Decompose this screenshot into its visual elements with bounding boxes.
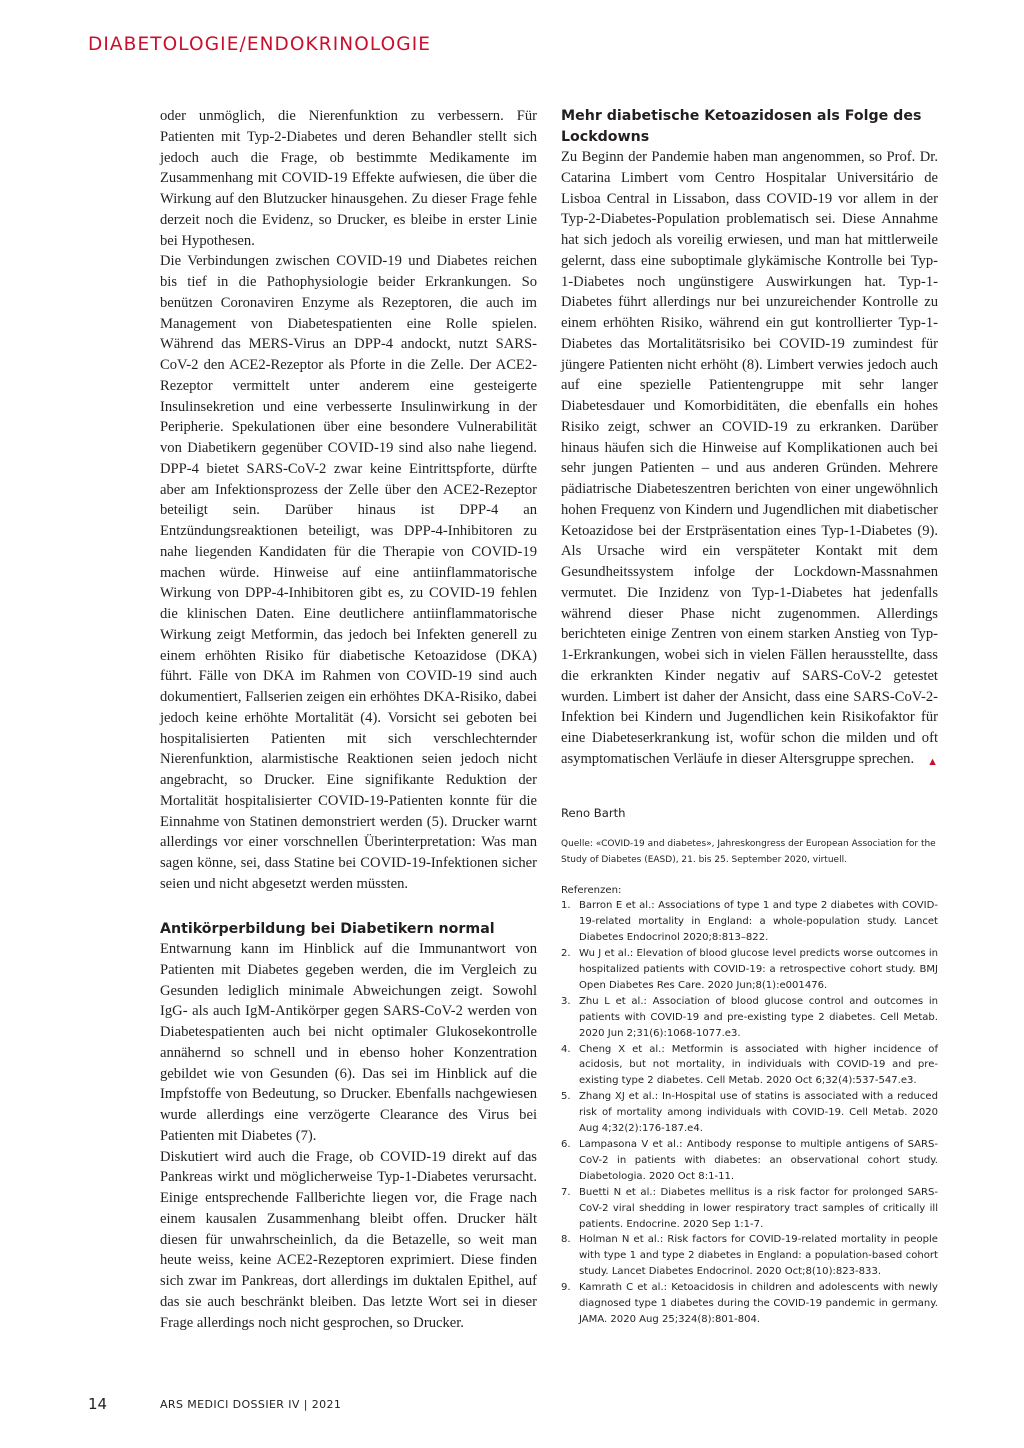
reference-item — [561, 1089, 938, 1137]
reference-item — [561, 1280, 938, 1328]
references-list — [561, 898, 938, 1327]
reference-item — [561, 898, 938, 946]
reference-text: Buetti N et al.: Diabetes mellitus is a risk factor for prolonged SARS-CoV-2 viral shedding in lower respiratory tract samples of critically ill patients. Endocrine. 2020 Sep 1:1-7. — [579, 1186, 938, 1230]
reference-text: Holman N et al.: Risk factors for COVID-19-related mortality in people with type 1 and type 2 diabetes in England: a population-based cohort study. Lancet Diabetes Endocrinol. 2020 Oct;8(10):823-833. — [579, 1234, 938, 1278]
right-column — [561, 106, 938, 1328]
reference-item — [561, 1042, 938, 1090]
author-name: Reno Barth — [561, 805, 626, 820]
section-header: DIABETOLOGIE/ENDOKRINOLOGIE — [88, 34, 432, 55]
reference-number: 7. — [561, 1186, 571, 1198]
reference-text: Kamrath C et al.: Ketoacidosis in children and adolescents with newly diagnosed type 1 diabetes during the COVID-19 pandemic in germany. JAMA. 2020 Aug 25;324(8):801-804. — [579, 1282, 938, 1325]
reference-number: 3. — [561, 995, 571, 1007]
reference-number: 1. — [561, 900, 571, 912]
reference-text: Lampasona V et al.: Antibody response to multiple antigens of SARS-CoV-2 in patients with diabetes: an observational cohort study. Diabetologia. 2020 Oct 8:1-11. — [579, 1139, 938, 1182]
paragraph-5 — [561, 147, 938, 770]
paragraph-2: Die Verbindungen zwischen COVID-19 und Diabetes reichen bis tief in die Pathophysiologie beider Erkrankungen. So benützen Coronaviren Enzyme als Rezeptoren, die auch im Management von Diabetespatienten eine Rolle spielen. Während das MERS-Virus an DPP-4 andockt, nutzt SARS-CoV-2 den ACE2-Rezeptor als Pforte in die Zelle. Der ACE2-Rezeptor vermittelt unter anderem eine gesteigerte Insulinsekretion und eine verbesserte Insulinwirkung in der Peripherie. Spekulationen über eine besondere Vulnerabilität von Diabetikern gegenüber COVID-19 sind also nahe liegend. DPP-4 bietet SARS-CoV-2 zwar keine Eintrittspforte, dürfte aber am Infektionsprozess der Zelle über den ACE2-Rezeptor beteiligt sein. Darüber hinaus ist DPP-4 an Entzündungsreaktionen beteiligt, was DPP-4-Inhibitoren zu nahe liegenden Kandidaten für die Therapie von COVID-19 machen würde. Hinweise auf eine antiinflammatorische Wirkung von DPP-4-Inhibitoren gibt es, zu COVID-19 fehlen die klinischen Daten. Eine deutlichere antiinflammatorische Wirkung zeigt Metformin, das jedoch bei Infekten generell zu einem erhöhten Risiko für diabetische Ketoazidose (DKA) führt. Fälle von DKA im Rahmen von COVID-19 sind auch dokumentiert, Fallserien zeigen ein erhöhtes DKA-Risiko, dabei jedoch keine erhöhte Mortalität (4). Vorsicht sei geboten bei hospitalisierten Patienten mit sich verschlechternder Nierenfunktion, alarmistische Reaktionen seien jedoch nicht angebracht, so Drucker. Eine signifikante Reduktion der Mortalität hospitalisierter COVID-19-Patienten konnte für die Einnahme von Statinen demonstriert werden (5). Drucker warnt allerdings vor einer vorschnellen Überinterpretation: Was man sagen könne, sei, dass Statine bei COVID-19-Infektionen sicher seien und nicht abgesetzt werden müssten. — [160, 253, 537, 892]
reference-text: Wu J et al.: Elevation of blood glucose level predicts worse outcomes in hospitalized patients with COVID-19: a retrospective cohort study. BMJ Open Diabetes Res Care. 2020 Jun;8(1):e001476. — [579, 948, 938, 991]
references-title: Referenzen: — [561, 884, 622, 896]
left-column — [160, 106, 537, 1333]
reference-number: 9. — [561, 1282, 571, 1294]
reference-text: Cheng X et al.: Metformin is associated with higher incidence of acidosis, but not mortality, in individuals with COVID-19 and pre-existing type 2 diabetes. Cell Metab. 2020 Oct 6;32(4):537-547.e3. — [579, 1043, 938, 1087]
paragraph-1: oder unmöglich, die Nierenfunktion zu verbessern. Für Patienten mit Typ-2-Diabetes und deren Behandler stellt sich jedoch auch die Frage, ob bestimmte Medikamente im Zusammenhang mit COVID-19 Effekte aufwiesen, die über die Wirkung auf den Blutzucker hinausgehen. Zu dieser Frage fehle derzeit noch die Evidenz, so Drucker, es bleibe in erster Linie bei Hypothesen. — [160, 108, 537, 249]
reference-number: 2. — [561, 948, 571, 960]
end-of-article-triangle-icon: ▲ — [927, 755, 938, 768]
page-number: 14 — [88, 1395, 108, 1413]
reference-item — [561, 1137, 938, 1185]
reference-text: Zhang XJ et al.: In-Hospital use of statins is associated with a reduced risk of mortality among individuals with COVID-19. Cell Metab. 2020 Aug 4;32(2):176-187.e4. — [579, 1091, 938, 1135]
reference-item — [561, 946, 938, 994]
subheading-ketoacidosis: Mehr diabetische Ketoazidosen als Folge des Lockdowns — [561, 108, 922, 145]
reference-item — [561, 1185, 938, 1233]
reference-text: Barron E et al.: Associations of type 1 and type 2 diabetes with COVID-19-related mortality in England: a whole-population study. Lancet Diabetes Endocrinol 2020;8:813–822. — [579, 900, 938, 944]
reference-text: Zhu L et al.: Association of blood glucose control and outcomes in patients with COVID-19 and pre-existing type 2 diabetes. Cell Metab. 2020 Jun 2;31(6):1068-1077.e3. — [579, 995, 938, 1039]
reference-number: 8. — [561, 1234, 571, 1246]
paragraph-4: Diskutiert wird auch die Frage, ob COVID-19 direkt auf das Pankreas wirkt und möglicherweise Typ-1-Diabetes verursacht. Einige entsprechende Fallberichte liegen vor, die Frage nach einem kausalen Zusammenhang bleibt offen. Drucker hält diesen für unwahrscheinlich, da die Betazelle, so weit man heute weiss, keine ACE2-Rezeptoren exprimiert. Diese finden sich zwar im Pankreas, dort allerdings im duktalen Epithel, auf das sie auch beschränkt bleiben. Das letzte Wort sei in dieser Frage allerdings noch nicht gesprochen, so Drucker. — [160, 1148, 537, 1331]
reference-item — [561, 1232, 938, 1280]
paragraph-3: Entwarnung kann im Hinblick auf die Immunantwort von Patienten mit Diabetes gegeben werden, die im Vergleich zu Gesunden lediglich minimale Abweichungen zeigt. Sowohl IgG- als auch IgM-Antikörper gegen SARS-CoV-2 werden von Diabetespatienten auch bei nicht optimaler Glukosekontrolle annähernd so schnell und in ebenso hoher Konzentration gebildet wie von Gesunden (6). Das sei im Hinblick auf die Impfstoffe von Bedeutung, so Drucker. Ebenfalls nachgewiesen wurde allerdings eine verzögerte Clearance des Virus bei Patienten mit Diabetes (7). — [160, 941, 537, 1144]
publication-footer: ARS MEDICI DOSSIER IV | 2021 — [160, 1398, 342, 1411]
reference-number: 4. — [561, 1043, 571, 1055]
reference-item — [561, 994, 938, 1042]
subheading-antibodies: Antikörperbildung bei Diabetikern normal — [160, 920, 495, 937]
source-note: Quelle: «COVID-19 and diabetes», Jahreskongress der European Association for the Study of Diabetes (EASD), 21. bis 25. September 2020, virtuell. — [561, 838, 936, 865]
reference-number: 5. — [561, 1091, 571, 1103]
reference-number: 6. — [561, 1139, 571, 1150]
paragraph-5-text: Zu Beginn der Pandemie haben man angenommen, so Prof. Dr. Catarina Limbert vom Centro Hospitalar Universitário de Lisboa Central in Lissabon, dass COVID-19 vor allem in der Typ-2-Diabetes-Population problematisch sei. Diese Annahme hat sich jedoch als voreilig erwiesen, und man hat mittlerweile gelernt, dass eine suboptimale glykämische Kontrolle bei Typ-1-Diabetes noch ungünstigere Auswirkungen hat. Typ-1-Diabetes führt allerdings nur bei unzureichender Kontrolle zu einem erhöhten Risiko, während ein gut kontrollierter Typ-1-Diabetes das Mortalitätsrisiko bei COVID-19 zumindest für jüngere Patienten nicht erhöht (8). Limbert verwies jedoch auch auf eine spezielle Patientengruppe mit sehr langer Diabetesdauer und Komorbiditäten, die ebenfalls ein hohes Risiko zeigt, schwer an COVID-19 zu erkranken. Darüber hinaus häufen sich die Hinweise auf Komplikationen auch bei sehr jungen Patienten – und aus anderen Gründen. Mehrere pädiatrische Diabeteszentren berichten von einer ungewöhnlich hohen Frequenz von Kindern und Jugendlichen mit diabetischer Ketoazidose bei der Erstpräsentation eines Typ-1-Diabetes (9). Als Ursache wird ein verspäteter Kontakt mit dem Gesundheitssystem infolge der Lockdown-Massnahmen vermutet. Die Inzidenz von Typ-1-Diabetes hat jedenfalls während dieser Phase nicht zugenommen. Allerdings berichteten einige Zentren von einem starken Anstieg von Typ-1-Erkrankungen, wobei sich in vielen Fällen herausstellte, dass die erkrankten Kinder negativ auf SARS-CoV-2 getestet wurden. Limbert ist daher der Ansicht, dass eine SARS-CoV-2-Infektion bei Kindern und Jugendlichen kein Risikofaktor für eine Diabeteserkrankung ist, wofür schon die milden und oft asymptomatischen Verläufe in dieser Altersgruppe sprechen. — [561, 149, 938, 767]
